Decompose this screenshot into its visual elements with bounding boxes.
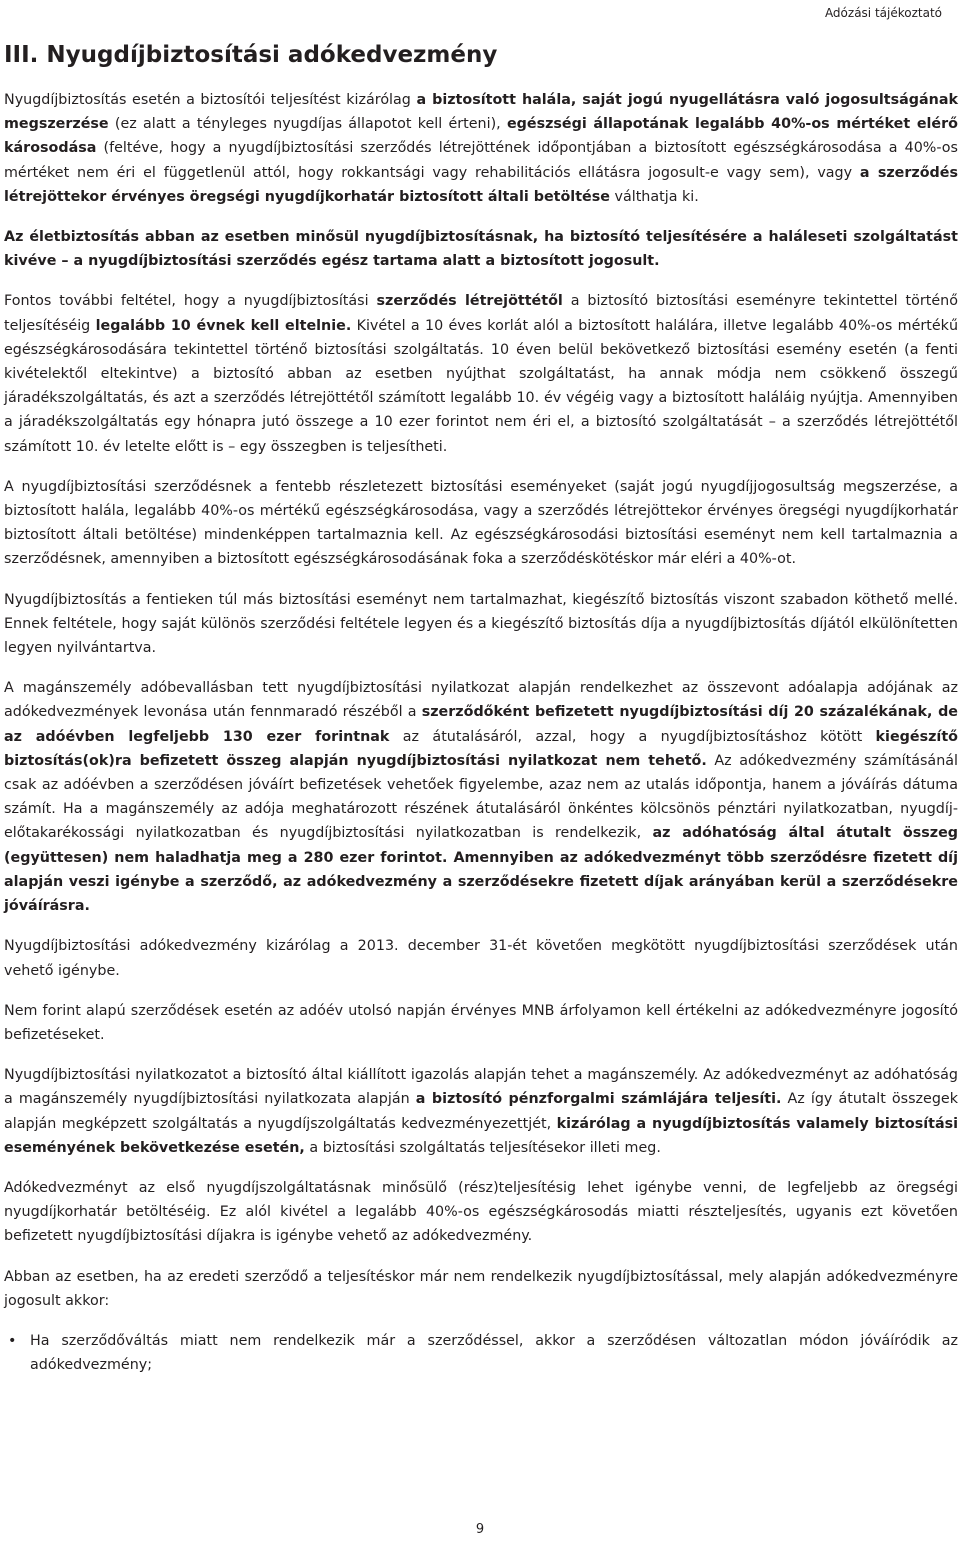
- text-run: Az adókedvezmény számításánál csak az adóévben a szerződésen jóváírt befizetések vehetőek figyelembe, azaz nem az utalás időpontja, hanem a jóváírás dátuma számít. Ha a magánszemély az adója meghatározott részének átutalásáról önkéntes kölcsönös pénztári nyilatkozatban, nyugdíj-előtakarékossági nyilatkozatban és nyugdíjbiztosítási nyilatkozatban is rendelkezik,: [4, 752, 958, 842]
- paragraph-list: [4, 88, 958, 1313]
- text-run: Nyugdíjbiztosítási adókedvezmény kizárólag a 2013. december 31-ét követően megkötött nyugdíjbiztosítási szerződések után vehető igénybe.: [4, 938, 958, 979]
- paragraph: [4, 934, 958, 982]
- bold-text-run: a biztosító pénzforgalmi számlájára teljesíti.: [415, 1091, 782, 1108]
- list-item: [8, 1329, 958, 1377]
- bold-text-run: legalább 10 évnek kell eltelnie.: [95, 317, 352, 334]
- bullet-icon: •: [8, 1332, 17, 1349]
- text-run: Nyugdíjbiztosítás a fentieken túl más biztosítási eseményt nem tartalmazhat, kiegészítő biztosítás viszont szabadon köthető mellé. Ennek feltétele, hogy saját különös szerződési feltétele legyen és a kiegészítő biztosítás díja a nyugdíjbiztosítás díjától elkülönítetten legyen nyilvántartva.: [4, 591, 958, 657]
- bold-text-run: szerződőként befizetett nyugdíjbiztosítási díj 20 százalékának, de az adóévben legfeljebb 130 ezer forintnak: [4, 704, 958, 745]
- bold-text-run: kizárólag a nyugdíjbiztosítás valamely biztosítási eseményének bekövetkezése esetén,: [4, 1115, 958, 1156]
- paragraph: [4, 225, 958, 273]
- bullet-list: [4, 1329, 958, 1377]
- bold-text-run: Az életbiztosítás abban az esetben minősül nyugdíjbiztosításnak, ha biztosító teljesítésére a haláleseti szolgáltatást kivéve – a nyugdíjbiztosítási szerződés egész tartama alatt a biztosított jogosult.: [4, 229, 958, 270]
- bold-text-run: az adóhatóság által átutalt összeg (együttesen) nem haladhatja meg a 280 ezer forintot. Amennyiben az adókedvezményt több szerződésre fizetett díj alapján veszi igénybe a szerződő, az adókedvezmény a szerződésekre fizetett díjak arányában kerül a szerződésekre jóváírásra.: [4, 825, 959, 915]
- text-run: Nem forint alapú szerződések esetén az adóév utolsó napján érvényes MNB árfolyamon kell értékelni az adókedvezményre jogosító befizetéseket.: [4, 1002, 958, 1043]
- paragraph: [4, 1265, 958, 1313]
- text-run: (ez alatt a tényleges nyugdíjas állapotot kell érteni),: [108, 116, 507, 133]
- bold-text-run: szerződés létrejöttétől: [376, 293, 563, 310]
- list-item-text: Ha szerződőváltás miatt nem rendelkezik már a szerződéssel, akkor a szerződésen változatlan módon jóváíródik az adókedvezmény;: [30, 1332, 958, 1374]
- text-run: a biztosítási szolgáltatás teljesítésekor illeti meg.: [304, 1139, 661, 1156]
- text-run: Kivétel a 10 éves korlát alól a biztosított halálára, illetve legalább 40%-os mértékű egészségkárosodására tekintettel történő biztosítási szolgáltatás. 10 éven belül bekövetkező biztosítási esemény esetén (a fenti kivételektől eltekintve) a biztosító abban az esetben nyújthat szolgáltatást, ha annak módja nem csökkenő összegű járadékszolgáltatás, és azt a szerződés létrejöttétől számított legalább 10. év végéig vagy a biztosított haláláig nyújtja. Amennyiben a járadékszolgáltatás egy hónapra jutó összege a 10 ezer forintot nem éri el, a biztosító szolgáltatását – a szerződés létrejöttétől számított 10. év letelte előtt is – egy összegben is teljesítheti.: [4, 317, 958, 455]
- bold-text-run: a szerződés létrejöttekor érvényes öregségi nyugdíjkorhatár biztosított általi betöltése: [4, 164, 958, 205]
- text-run: Adókedvezményt az első nyugdíjszolgáltatásnak minősülő (rész)teljesítésig lehet igénybe venni, de legfeljebb az öregségi nyugdíjkorhatár betöltéséig. Ez alól kivétel a legalább 40%-os egészségkárosodás miatti részteljesítés, ugyanis ezt követően befizetett nyugdíjbiztosítási díjakra is igénybe vehető az adókedvezmény.: [4, 1179, 958, 1245]
- text-run: a biztosító biztosítási eseményre tekintettel történő teljesítéséig: [4, 293, 958, 334]
- text-run: válthatja ki.: [609, 188, 699, 205]
- bold-text-run: kiegészítő biztosítás(ok)ra befizetett összeg alapján nyugdíjbiztosítási nyilatkozat nem tehető.: [4, 728, 958, 769]
- section-title: III. Nyugdíjbiztosítási adókedvezmény: [4, 42, 498, 68]
- text-run: Nyugdíjbiztosítási nyilatkozatot a biztosító által kiállított igazolás alapján tehet a magánszemély. Az adókedvezményt az adóhatóság a magánszemély nyugdíjbiztosítási nyilatkozata alapján: [4, 1067, 958, 1108]
- paragraph: [4, 88, 958, 209]
- paragraph: [4, 676, 958, 918]
- text-run: Az így átutalt összegek alapján megképzett szolgáltatás a nyugdíjszolgáltatás kedvezményezettjét,: [4, 1091, 958, 1132]
- text-run: Nyugdíjbiztosítás esetén a biztosítói teljesítést kizárólag: [4, 92, 417, 108]
- header-title: Adózási tájékoztató: [824, 6, 942, 20]
- text-run: Abban az esetben, ha az eredeti szerződő a teljesítéskor már nem rendelkezik nyugdíjbiztosítással, mely alapján adókedvezményre jogosult akkor:: [4, 1268, 958, 1309]
- paragraph: [4, 289, 958, 458]
- bold-text-run: a biztosított halála, saját jogú nyugellátásra való jogosultságának megszerzése: [4, 92, 959, 133]
- paragraph: [4, 588, 958, 661]
- text-run: A nyugdíjbiztosítási szerződésnek a fentebb részletezett biztosítási eseményeket (saját jogú nyugdíjjogosultság megszerzése, a biztosított halála, legalább 40%-os mértékű egészségkárosodása, vagy a szerződés létrejöttekor érvényes öregségi nyugdíjkorhatár biztosított általi betöltése) mindenképpen tartalmaznia kell. Az egészségkárosodási biztosítási eseményt nem kell tartalmaznia a szerződésnek, amennyiben a biztosított egészségkárosodásának foka a szerződéskötéskor már eléri a 40%-ot.: [4, 478, 958, 568]
- paragraph: [4, 1063, 958, 1160]
- document-body: [4, 88, 958, 1377]
- page-number: 9: [475, 1522, 485, 1537]
- text-run: Fontos további feltétel, hogy a nyugdíjbiztosítási: [4, 293, 377, 310]
- paragraph: [4, 1176, 958, 1249]
- bold-text-run: egészségi állapotának legalább 40%-os mértéket elérő károsodása: [4, 116, 958, 157]
- text-run: A magánszemély adóbevallásban tett nyugdíjbiztosítási nyilatkozat alapján rendelkezhet az összevont adóalapja adójának az adókedvezmények levonása után fennmaradó részéből a: [4, 680, 958, 721]
- paragraph: [4, 999, 958, 1047]
- text-run: (feltéve, hogy a nyugdíjbiztosítási szerződés létrejöttének időpontjában a biztosított egészségkárosodása a 40%-os mértéket nem éri el függetlenül attól, hogy rokkantsági vagy rehabilitációs ellátásra jogosult-e vagy sem), vagy: [4, 140, 958, 181]
- text-run: az átutalásáról, azzal, hogy a nyugdíjbiztosításhoz kötött: [389, 728, 876, 745]
- paragraph: [4, 475, 958, 572]
